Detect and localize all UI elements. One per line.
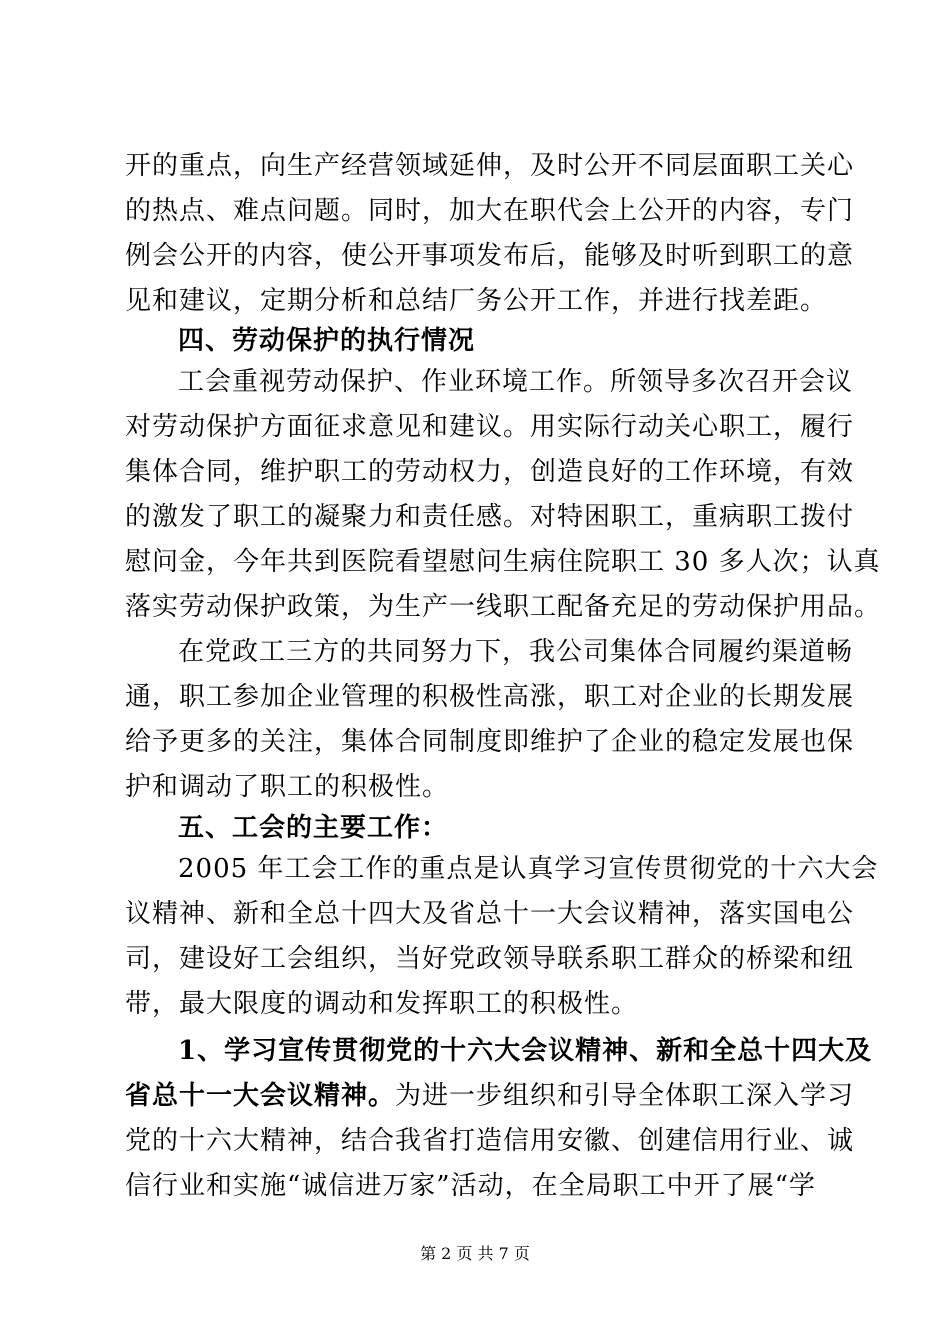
text-line: 2005 年工会工作的重点是认真学习宣传贯彻党的十六大会 bbox=[178, 854, 879, 884]
text-line: 集体合同，维护职工的劳动权力，创造良好的工作环境，有效 bbox=[125, 457, 855, 487]
text-line: 在党政工三方的共同努力下，我公司集体合同履约渠道畅 bbox=[178, 637, 854, 667]
text-line: 见和建议，定期分析和总结厂务公开工作，并进行找差距。 bbox=[125, 286, 828, 316]
subsection-heading: 1、学习宣传贯彻党的十六大会议精神、新和全总十四大及 bbox=[178, 1036, 873, 1066]
subsection-heading-tail: 省总十一大会议精神。 bbox=[125, 1081, 396, 1111]
text-line: 议精神、新和全总十四大及省总十一大会议精神，落实国电公 bbox=[125, 899, 855, 929]
text-line: 慰问金，今年共到医院看望慰问生病住院职工 30 多人次；认真 bbox=[125, 547, 881, 577]
section-heading: 五、工会的主要工作： bbox=[178, 813, 449, 843]
text-line: 开的重点，向生产经营领域延伸，及时公开不同层面职工关心 bbox=[125, 151, 855, 181]
text-line: 通，职工参加企业管理的积极性高涨，职工对企业的长期发展 bbox=[125, 682, 855, 712]
text-line: 给予更多的关注，集体合同制度即维护了企业的稳定发展也保 bbox=[125, 727, 855, 757]
text-line: 的热点、难点问题。同时，加大在职代会上公开的内容，专门 bbox=[125, 196, 855, 226]
text-line: 护和调动了职工的积极性。 bbox=[125, 772, 450, 802]
text-line: 党的十六大精神，结合我省打造信用安徽、创建信用行业、诚 bbox=[125, 1126, 855, 1156]
text-line: 信行业和实施“诚信进万家”活动，在全局职工中开了展“学 bbox=[125, 1171, 816, 1201]
text-line-mixed bbox=[125, 1076, 854, 1116]
text-line: 带，最大限度的调动和发挥职工的积极性。 bbox=[125, 989, 639, 1019]
text-line: 落实劳动保护政策，为生产一线职工配备充足的劳动保护用品。 bbox=[125, 592, 882, 622]
page-footer: 第 2 页 共 7 页 bbox=[420, 1244, 530, 1263]
section-heading: 四、劳动保护的执行情况 bbox=[178, 326, 476, 356]
text-line: 对劳动保护方面征求意见和建议。用实际行动关心职工，履行 bbox=[125, 412, 855, 442]
text-line: 司，建设好工会组织，当好党政领导联系职工群众的桥梁和纽 bbox=[125, 944, 855, 974]
text-line: 例会公开的内容，使公开事项发布后，能够及时听到职工的意 bbox=[125, 241, 855, 271]
text-line: 工会重视劳动保护、作业环境工作。所领导多次召开会议 bbox=[178, 367, 854, 397]
text-run: 为进一步组织和引导全体职工深入学习 bbox=[395, 1081, 855, 1111]
text-line: 的激发了职工的凝聚力和责任感。对特困职工，重病职工拨付 bbox=[125, 502, 855, 532]
